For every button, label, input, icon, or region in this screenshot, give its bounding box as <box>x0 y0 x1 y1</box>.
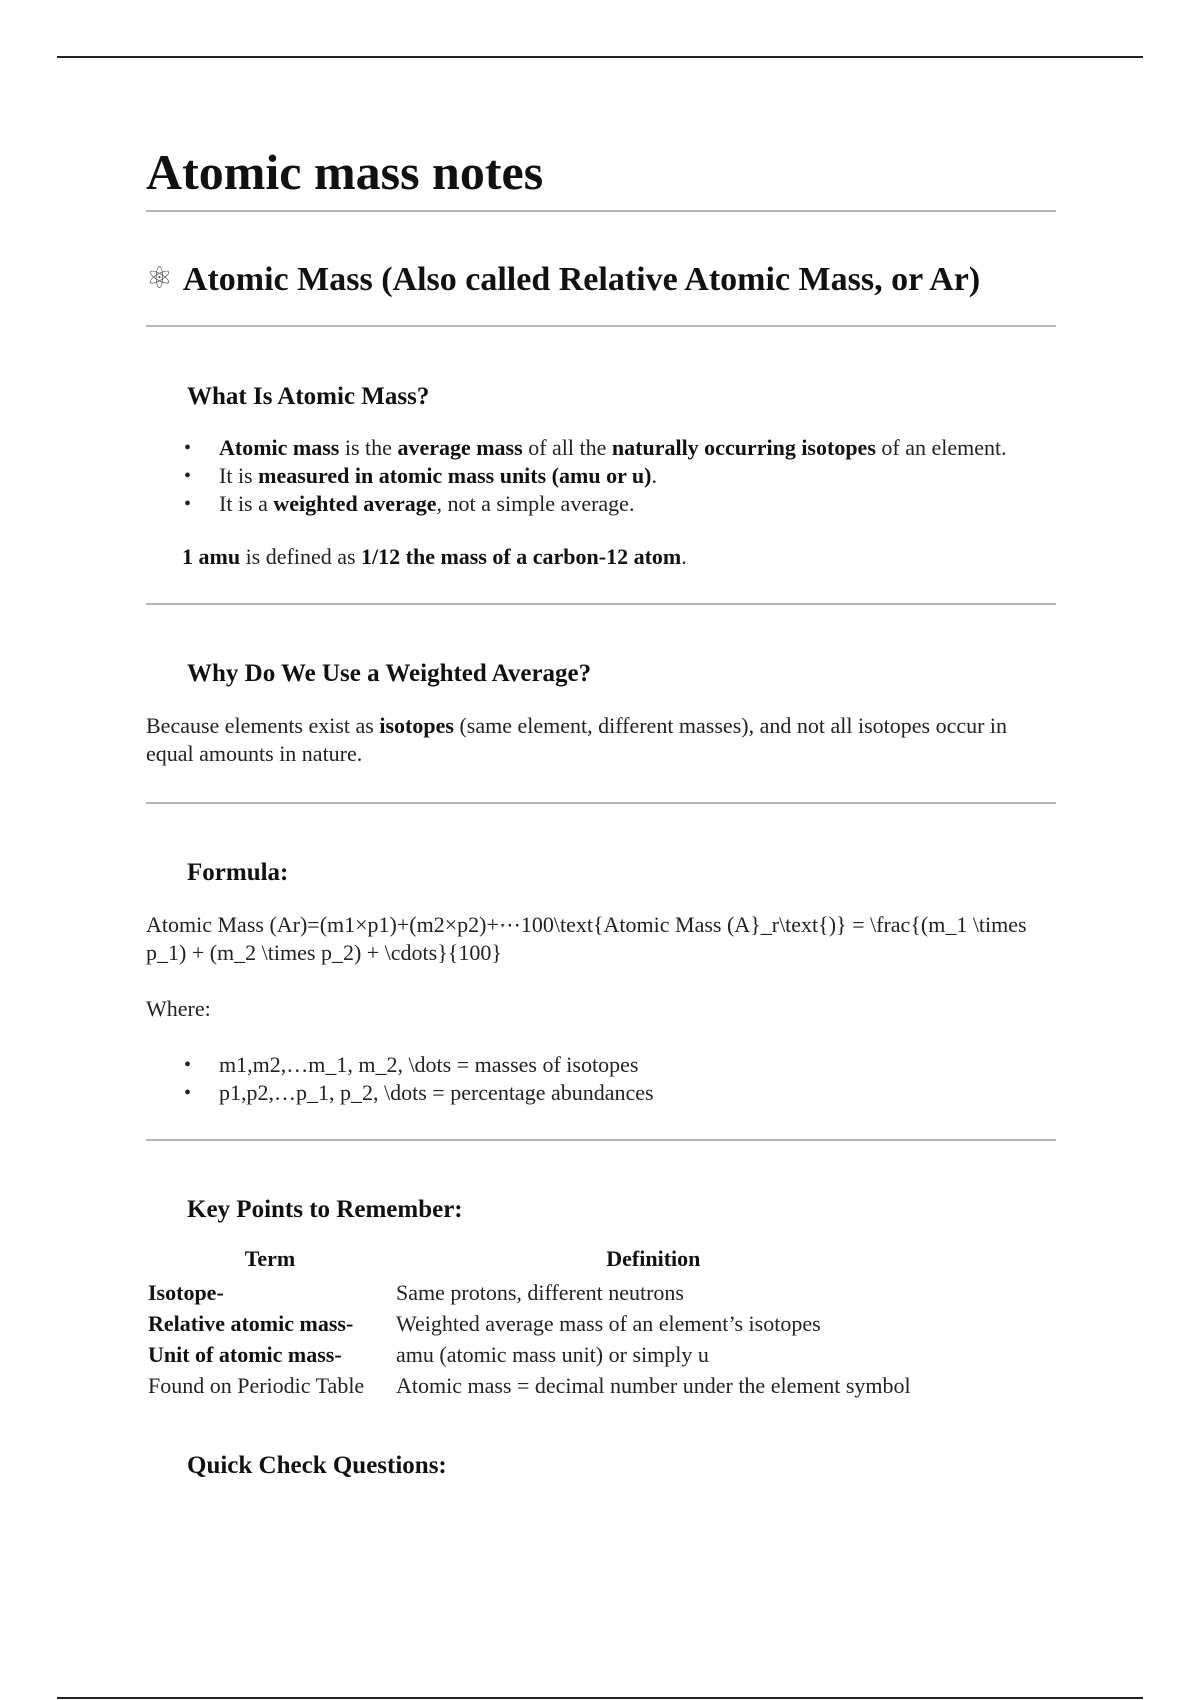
table-row <box>146 1308 913 1339</box>
formula-expression: Atomic Mass (Ar)=(m1×p1)+(m2×p2)+⋯100\text{Atomic Mass (A}_r\text{)} = \frac{(m_1 \times p_1) + (m_2 \times p_2) + \cdots}{100} <box>146 912 1027 966</box>
what-is-heading: What Is Atomic Mass? <box>187 383 430 411</box>
section-heading-text: Atomic Mass (Also called Relative Atomic Mass, or Ar) <box>182 260 981 298</box>
list-item: • Atomic mass is the average mass of all the naturally occurring isotopes of an element. <box>219 434 1056 462</box>
quick-check-heading: Quick Check Questions: <box>187 1452 447 1480</box>
why-weighted-text: Because elements exist as isotopes (same element, different masses), and not all isotopes occur in equal amounts in nature. <box>146 713 1008 767</box>
list-item: • It is a weighted average, not a simple average. <box>219 490 1056 518</box>
amu-definition: 1 amu is defined as 1/12 the mass of a carbon-12 atom. <box>182 544 687 570</box>
title-divider <box>146 210 1056 212</box>
section-divider <box>146 325 1056 327</box>
what-is-list <box>146 434 1056 518</box>
definition-cell: amu (atomic mass unit) or simply u <box>396 1342 709 1368</box>
term-cell: Isotope- <box>148 1280 224 1306</box>
document-body <box>146 130 1056 1481</box>
list-item: • It is measured in atomic mass units (amu or u). <box>219 462 1056 490</box>
term-cell: Found on Periodic Table <box>148 1373 365 1399</box>
definition-cell: Atomic mass = decimal number under the element symbol <box>396 1373 911 1399</box>
key-points-heading: Key Points to Remember: <box>187 1196 463 1224</box>
column-header-term: Term <box>244 1246 296 1272</box>
section-heading <box>146 260 1056 301</box>
column-header-definition: Definition <box>606 1246 701 1272</box>
why-weighted-heading: Why Do We Use a Weighted Average? <box>187 660 592 688</box>
page-title: Atomic mass notes <box>146 144 544 200</box>
list-item: • m1,m2,…m_1, m_2, \dots = masses of isotopes <box>219 1051 1056 1079</box>
table-header-row <box>146 1245 913 1277</box>
section-divider <box>146 603 1056 605</box>
page-bottom-rule <box>57 1697 1143 1699</box>
formula-variables-list <box>146 1051 1056 1107</box>
page-top-rule <box>57 56 1143 58</box>
definition-cell: Weighted average mass of an element’s isotopes <box>396 1311 821 1337</box>
list-item: • p1,p2,…p_1, p_2, \dots = percentage abundances <box>219 1079 1056 1107</box>
table-row <box>146 1339 913 1370</box>
formula-heading: Formula: <box>187 859 289 887</box>
table-row <box>146 1370 913 1401</box>
key-points-table <box>146 1245 913 1401</box>
atom-icon: ⚛ <box>146 260 173 296</box>
section-divider <box>146 802 1056 804</box>
table-row <box>146 1277 913 1308</box>
definition-cell: Same protons, different neutrons <box>396 1280 684 1306</box>
term-cell: Unit of atomic mass- <box>148 1342 342 1368</box>
section-divider <box>146 1139 1056 1141</box>
where-label: Where: <box>146 996 211 1022</box>
term-cell: Relative atomic mass- <box>148 1311 354 1337</box>
